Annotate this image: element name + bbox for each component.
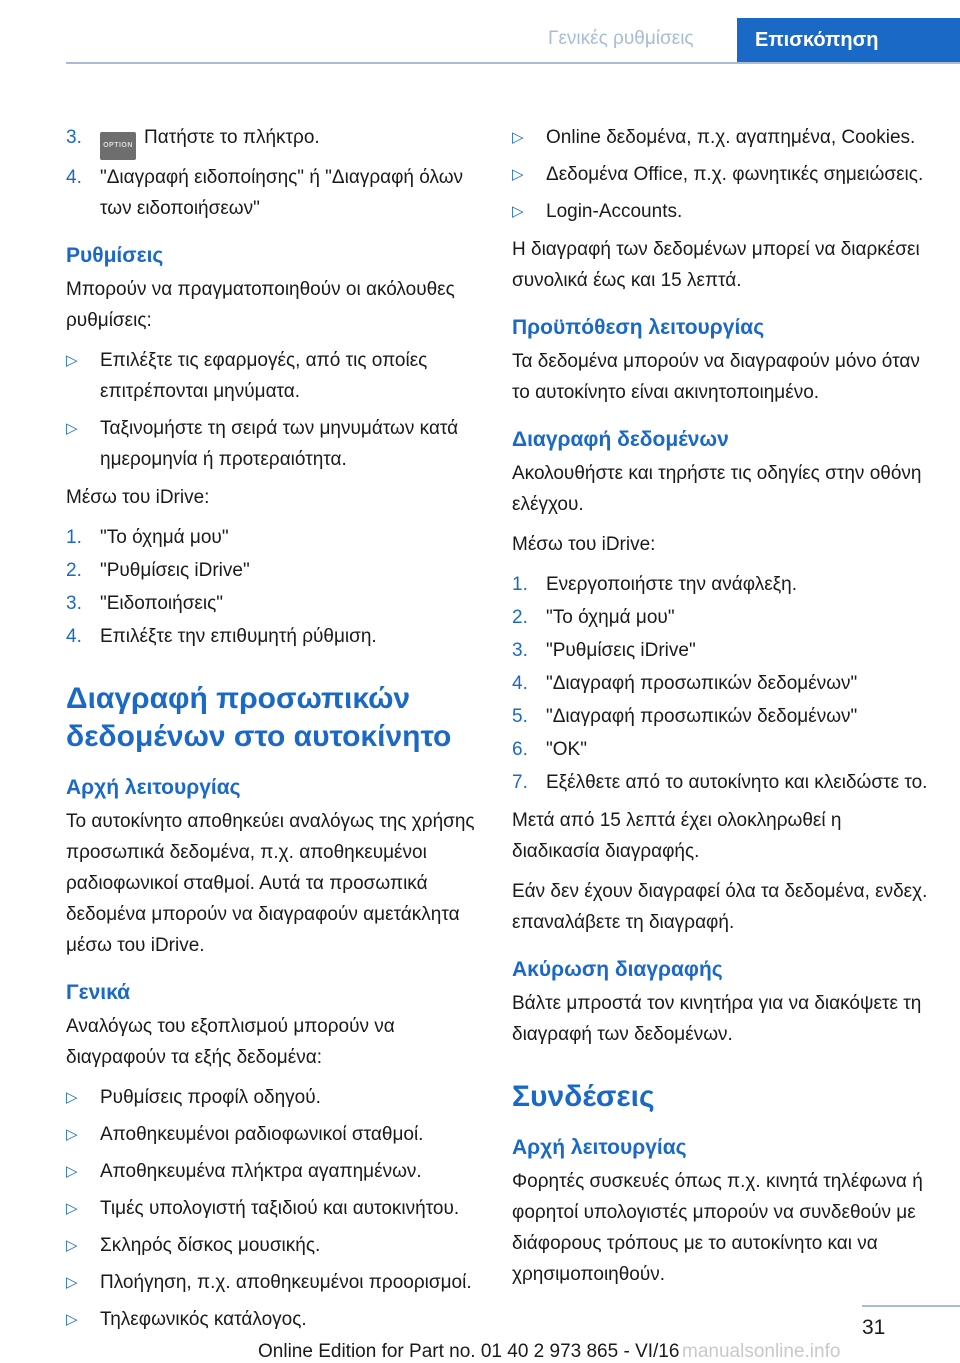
list-item [66, 522, 484, 553]
step-number: 3. [512, 640, 528, 661]
triangle-bullet-icon: ▷ [66, 1200, 78, 1217]
bullet-text: Σκληρός δίσκος μουσικής. [100, 1235, 321, 1256]
step-number: 2. [66, 560, 82, 581]
list-item [66, 1119, 484, 1150]
deletion-text: Ακολουθήστε και τηρήστε τις οδηγίες στην οθόνη ελέγχου. [512, 463, 922, 515]
list-item [66, 1304, 484, 1335]
triangle-bullet-icon: ▷ [66, 1311, 78, 1328]
step-text: Ενεργοποιήστε την ανάφλεξη. [546, 574, 798, 595]
step-number: 2. [512, 607, 528, 628]
list-item [66, 1230, 484, 1261]
step-number: 1. [512, 574, 528, 595]
step-number: 3. [66, 127, 82, 148]
list-item [512, 159, 932, 190]
connections-principle-text: Φορητές συσκευές όπως π.χ. κινητά τηλέφωνα ή φορητοί υπολογιστές μπορούν να συνδεθούν με διάφορους τρόπους με το αυτοκίνητο και να χρησιμοποιηθούν. [512, 1171, 923, 1285]
footer-divider [862, 1305, 960, 1307]
bullet-text: Πλοήγηση, π.χ. αποθηκευμένοι προορισμοί. [100, 1272, 472, 1293]
triangle-bullet-icon: ▷ [66, 1089, 78, 1106]
after-text: Μετά από 15 λεπτά έχει ολοκληρωθεί η διαδικασία διαγραφής. [512, 810, 842, 862]
list-item [66, 162, 484, 224]
triangle-bullet-icon: ▷ [66, 1126, 78, 1143]
step-number: 4. [66, 626, 82, 647]
step-text: "Διαγραφή ειδοποίησης" ή "Διαγραφή όλων των ειδοποιήσεων" [100, 167, 464, 219]
step-number: 4. [512, 673, 528, 694]
data-type-bullets [512, 122, 932, 227]
list-item [66, 588, 484, 619]
list-item [66, 1082, 484, 1113]
step-number: 1. [66, 527, 82, 548]
bullet-text: Online δεδομένα, π.χ. αγαπημένα, Cookies. [546, 127, 916, 148]
step-text: Πατήστε το πλήκτρο. [144, 127, 320, 148]
step-text: "OK" [546, 739, 587, 760]
bullet-text: Login-Accounts. [546, 201, 683, 222]
list-item [66, 345, 484, 407]
list-item [66, 413, 484, 475]
bullet-text: Τηλεφωνικός κατάλογος. [100, 1309, 307, 1330]
watermark: manualsonline.info [682, 1341, 841, 1362]
via-idrive-text: Μέσω του iDrive: [512, 534, 656, 555]
list-item [512, 734, 932, 765]
triangle-bullet-icon: ▷ [66, 420, 78, 437]
list-item [512, 767, 932, 798]
connections-principle-heading: Αρχή λειτουργίας [512, 1136, 687, 1159]
triangle-bullet-icon: ▷ [512, 166, 524, 183]
retry-text: Εάν δεν έχουν διαγραφεί όλα τα δεδομένα, ενδεχ. επαναλάβετε τη διαγραφή. [512, 881, 928, 933]
left-column [66, 122, 484, 1342]
bullet-text: Δεδομένα Office, π.χ. φωνητικές σημειώσεις. [546, 164, 924, 185]
section-heading-delete-data: Διαγραφή προσωπικών δεδομένων στο αυτοκίνητο [66, 682, 452, 753]
list-item [66, 1193, 484, 1224]
bullet-text: Αποθηκευμένοι ραδιοφωνικοί σταθμοί. [100, 1124, 424, 1145]
step-text: "Ρυθμίσεις iDrive" [546, 640, 696, 661]
deletion-steps [512, 569, 932, 798]
step-number: 7. [512, 772, 528, 793]
list-item [66, 122, 484, 160]
step-number: 5. [512, 706, 528, 727]
list-item [512, 668, 932, 699]
list-item [66, 1267, 484, 1298]
list-item [512, 635, 932, 666]
page-number: 31 [862, 1316, 886, 1339]
step-text: Επιλέξτε την επιθυμητή ρύθμιση. [100, 626, 377, 647]
bullet-text: Ταξινομήστε τη σειρά των μηνυμάτων κατά ημερομηνία ή προτεραιότητα. [100, 418, 459, 470]
list-item [512, 602, 932, 633]
prerequisite-text: Τα δεδομένα μπορούν να διαγραφούν μόνο όταν το αυτοκίνητο είναι ακινητοποιημένο. [512, 351, 920, 403]
cancel-text: Βάλτε μπροστά τον κινητήρα για να διακόψετε τη διαγραφή των δεδομένων. [512, 993, 922, 1045]
step-text: "Το όχημά μου" [100, 527, 229, 548]
right-column [512, 122, 932, 1299]
principle-heading: Αρχή λειτουργίας [66, 776, 241, 799]
step-text: "Διαγραφή προσωπικών δεδομένων" [546, 673, 858, 694]
triangle-bullet-icon: ▷ [66, 1237, 78, 1254]
step-text: "Το όχημά μου" [546, 607, 675, 628]
bullet-text: Επιλέξτε τις εφαρμογές, από τις οποίες επιτρέπονται μηνύματα. [100, 350, 428, 402]
general-text: Αναλόγως του εξοπλισμού μπορούν να διαγραφούν τα εξής δεδομένα: [66, 1016, 395, 1068]
list-item [66, 621, 484, 652]
tab-general-settings[interactable]: Γενικές ρυθμίσεις [548, 28, 694, 49]
step-number: 4. [66, 167, 82, 188]
settings-intro: Μπορούν να πραγματοποιηθούν οι ακόλουθες ρυθμίσεις: [66, 279, 455, 331]
bullet-text: Αποθηκευμένα πλήκτρα αγαπημένων. [100, 1161, 422, 1182]
general-bullets [66, 1082, 484, 1335]
prerequisite-heading: Προϋπόθεση λειτουργίας [512, 316, 765, 339]
notification-steps [66, 122, 484, 224]
tab-overview[interactable]: Επισκόπηση [737, 18, 960, 64]
list-item [512, 122, 932, 153]
triangle-bullet-icon: ▷ [512, 203, 524, 220]
triangle-bullet-icon: ▷ [66, 1163, 78, 1180]
step-number: 6. [512, 739, 528, 760]
step-text: "Ειδοποιήσεις" [100, 593, 224, 614]
triangle-bullet-icon: ▷ [66, 352, 78, 369]
step-text: Εξέλθετε από το αυτοκίνητο και κλειδώστε το. [546, 772, 928, 793]
list-item [512, 569, 932, 600]
page-header [0, 0, 960, 62]
settings-bullets [66, 345, 484, 475]
deletion-heading: Διαγραφή δεδομένων [512, 428, 729, 451]
list-item [66, 555, 484, 586]
cancel-heading: Ακύρωση διαγραφής [512, 958, 723, 981]
step-text: "Διαγραφή προσωπικών δεδομένων" [546, 706, 858, 727]
settings-steps [66, 522, 484, 652]
header-divider [66, 62, 960, 64]
bullet-text: Τιμές υπολογιστή ταξιδιού και αυτοκινήτου. [100, 1198, 460, 1219]
via-idrive-text: Μέσω του iDrive: [66, 487, 210, 508]
principle-text: Το αυτοκίνητο αποθηκεύει αναλόγως της χρήσης προσωπικά δεδομένα, π.χ. αποθηκευμένοι ραδιοφωνικοί σταθμοί. Αυτά τα προσωπικά δεδομένα μπορούν να διαγραφούν αμετάκλητα μέσω του iDrive. [66, 811, 475, 956]
step-number: 3. [66, 593, 82, 614]
bullet-text: Ρυθμίσεις προφίλ οδηγού. [100, 1087, 321, 1108]
step-text: "Ρυθμίσεις iDrive" [100, 560, 250, 581]
list-item [512, 196, 932, 227]
triangle-bullet-icon: ▷ [66, 1274, 78, 1291]
option-button-icon: OPTION [100, 132, 136, 160]
list-item [66, 1156, 484, 1187]
duration-text: Η διαγραφή των δεδομένων μπορεί να διαρκέσει συνολικά έως και 15 λεπτά. [512, 239, 920, 291]
triangle-bullet-icon: ▷ [512, 129, 524, 146]
edition-line: Online Edition for Part no. 01 40 2 973 865 - VI/16 [258, 1341, 680, 1362]
settings-heading: Ρυθμίσεις [66, 244, 164, 267]
list-item [512, 701, 932, 732]
general-heading: Γενικά [66, 981, 131, 1004]
section-heading-connections: Συνδέσεις [512, 1080, 655, 1113]
